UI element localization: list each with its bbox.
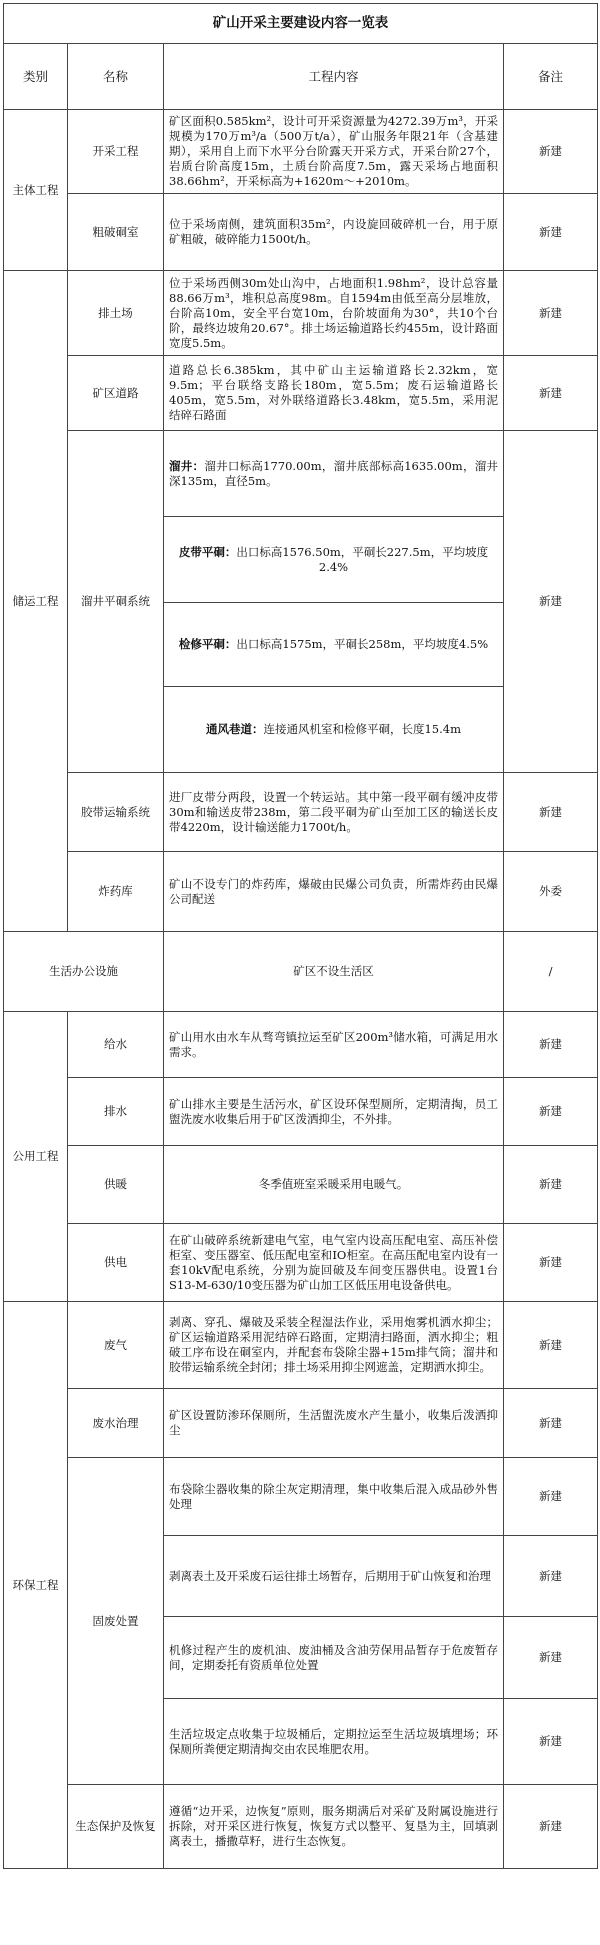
row-content: 进厂皮带分两段，设置一个转运站。其中第一段平硐有缓冲皮带30m和输送皮带238m，第二段平硐为矿山至加工区的输送长皮带4220m，设计输送能力1700t/h。	[164, 773, 504, 852]
row-name: 矿区道路	[68, 356, 164, 431]
row-content: 矿区设置防渗环保厕所，生活盥洗废水产生量小，收集后泼洒抑尘	[164, 1389, 504, 1458]
category-office: 生活办公设施	[4, 932, 164, 1012]
solid-item-note: 新建	[504, 1458, 598, 1536]
row-content: 矿山不设专门的炸药库，爆破由民爆公司负责，所需炸药由民爆公司配送	[164, 852, 504, 932]
category-main: 主体工程	[4, 110, 68, 271]
solid-item: 机修过程产生的废机油、废油桶及含油劳保用品暂存于危废暂存间，定期委托有资质单位处置	[164, 1617, 504, 1699]
row-note: 新建	[504, 271, 598, 356]
table-row	[4, 852, 598, 932]
shaft-item-label: 皮带平硐：	[178, 544, 237, 559]
row-name: 炸药库	[68, 852, 164, 932]
shaft-item-text: 溜井口标高1770.00m，溜井底部标高1635.00m，溜井深135m，直径5m。	[169, 458, 499, 488]
shaft-item	[164, 517, 504, 603]
shaft-item	[164, 431, 504, 517]
row-content: 矿山排水主要是生活污水，矿区设环保型厕所，定期清掏，员工盥洗废水收集后用于矿区泼洒抑尘，不外排。	[164, 1078, 504, 1146]
solid-item-note: 新建	[504, 1536, 598, 1617]
category-public: 公用工程	[4, 1012, 68, 1302]
table-row	[4, 431, 598, 517]
solid-item: 剥离表土及开采废石运往排土场暂存，后期用于矿山恢复和治理	[164, 1536, 504, 1617]
header-note: 备注	[504, 44, 598, 110]
table-row	[4, 194, 598, 271]
row-note: 外委	[504, 852, 598, 932]
solid-item-note: 新建	[504, 1699, 598, 1785]
row-note: 新建	[504, 431, 598, 773]
row-name: 废气	[68, 1302, 164, 1389]
header-name: 名称	[68, 44, 164, 110]
row-name: 粗破硐室	[68, 194, 164, 271]
shaft-item-text: 连接通风机室和检修平硐，长度15.4m	[263, 722, 461, 736]
row-note: 新建	[504, 1224, 598, 1302]
table-row	[4, 1146, 598, 1224]
shaft-item-label: 溜井：	[169, 458, 205, 473]
row-note: /	[504, 932, 598, 1012]
solid-item: 布袋除尘器收集的除尘灰定期清理，集中收集后混入成品砂外售处理	[164, 1458, 504, 1536]
table-row	[4, 356, 598, 431]
construction-content-sheet	[3, 3, 597, 1869]
construction-content-table	[3, 3, 598, 1869]
shaft-item-text: 出口标高1576.50m，平硐长227.5m，平均坡度2.4%	[236, 544, 489, 574]
category-transport: 储运工程	[4, 271, 68, 932]
row-name: 胶带运输系统	[68, 773, 164, 852]
row-note: 新建	[504, 110, 598, 194]
table-row	[4, 271, 598, 356]
row-note: 新建	[504, 194, 598, 271]
header-category: 类别	[4, 44, 68, 110]
row-name: 废水治理	[68, 1389, 164, 1458]
row-name: 溜井平硐系统	[68, 431, 164, 773]
row-note: 新建	[504, 1012, 598, 1078]
table-row	[4, 932, 598, 1012]
shaft-item-label: 通风巷道：	[205, 722, 264, 736]
table-title: 矿山开采主要建设内容一览表	[4, 4, 598, 44]
table-row	[4, 1078, 598, 1146]
table-row	[4, 110, 598, 194]
row-note: 新建	[504, 1078, 598, 1146]
header-row	[4, 44, 598, 110]
row-content: 位于采场西侧30m处山沟中，占地面积1.98hm²，设计总容量88.66万m³，堆积总高度98m。自1594m由低至高分层堆放，台阶高10m，安全平台宽10m，台阶坡面角为30°，共10个台阶，最终边坡角20.67°。排土场运输道路长约455m，设计路面宽度5.5m。	[164, 271, 504, 356]
table-row	[4, 773, 598, 852]
table-row	[4, 1389, 598, 1458]
shaft-item	[164, 603, 504, 687]
row-content: 矿山用水由水车从骛弯镇拉运至矿区200m³储水箱，可满足用水需求。	[164, 1012, 504, 1078]
header-content: 工程内容	[164, 44, 504, 110]
row-content: 矿区不设生活区	[164, 932, 504, 1012]
row-name: 生态保护及恢复	[68, 1785, 164, 1869]
row-name: 供电	[68, 1224, 164, 1302]
table-row	[4, 1458, 598, 1536]
shaft-item-label: 检修平硐：	[178, 637, 237, 651]
row-note: 新建	[504, 1785, 598, 1869]
row-note: 新建	[504, 773, 598, 852]
row-content: 在矿山破碎系统新建电气室，电气室内设高压配电室、高压补偿柜室、变压器室、低压配电室和IO柜室。在高压配电室内设有一套10kV配电系统，分别为旋回破及车间变压器供电。设置1台S13-M-630/10变压器为矿山加工区低压用电设备供电。	[164, 1224, 504, 1302]
solid-item-note: 新建	[504, 1617, 598, 1699]
row-content: 剥离、穿孔、爆破及采装全程湿法作业，采用炮雾机洒水抑尘；矿区运输道路采用泥结碎石路面，定期清扫路面，洒水抑尘；粗破工序布设在硐室内，并配套布袋除尘器+15m排气筒；溜井和胶带运输系统全封闭；排土场采用抑尘网遮盖，定期洒水抑尘。	[164, 1302, 504, 1389]
row-note: 新建	[504, 1389, 598, 1458]
row-note: 新建	[504, 356, 598, 431]
table-row	[4, 1302, 598, 1389]
row-name: 开采工程	[68, 110, 164, 194]
row-name: 排土场	[68, 271, 164, 356]
row-name: 排水	[68, 1078, 164, 1146]
row-note: 新建	[504, 1302, 598, 1389]
table-row	[4, 1785, 598, 1869]
row-content: 遵循“边开采，边恢复”原则，服务期满后对采矿及附属设施进行拆除，对开采区进行恢复，恢复方式以整平、复垦为主，回填剥离表土，播撒草籽，进行生态恢复。	[164, 1785, 504, 1869]
row-content: 位于采场南侧，建筑面积35m²，内设旋回破碎机一台，用于原矿粗破，破碎能力1500t/h。	[164, 194, 504, 271]
row-content: 冬季值班室采暖采用电暖气。	[164, 1146, 504, 1224]
shaft-item-text: 出口标高1575m，平硐长258m，平均坡度4.5%	[236, 637, 489, 651]
table-row	[4, 1224, 598, 1302]
row-name: 供暖	[68, 1146, 164, 1224]
table-row	[4, 1012, 598, 1078]
row-name: 给水	[68, 1012, 164, 1078]
category-env: 环保工程	[4, 1302, 68, 1869]
row-note: 新建	[504, 1146, 598, 1224]
row-name: 固废处置	[68, 1458, 164, 1785]
row-content: 道路总长6.385km，其中矿山主运输道路长2.32km，宽9.5m；平台联络支路长180m，宽5.5m；废石运输道路长405m，宽5.5m，对外联络道路长3.48km，宽5.5m，采用泥结碎石路面	[164, 356, 504, 431]
row-content: 矿区面积0.585km²，设计可开采资源量为4272.39万m³，开采规模为170万m³/a（500万t/a），矿山服务年限21年（含基建期），采用自上而下水平分台阶露天开采方式，开采台阶27个，岩质台阶高度15m，土质台阶高度7.5m，露天采场占地面积38.66hm²，开采标高为+1620m～+2010m。	[164, 110, 504, 194]
solid-item: 生活垃圾定点收集于垃圾桶后，定期拉运至生活垃圾填埋场；环保厕所粪便定期清掏交由农民堆肥农用。	[164, 1699, 504, 1785]
table-title-row	[4, 4, 598, 44]
shaft-item	[164, 687, 504, 773]
